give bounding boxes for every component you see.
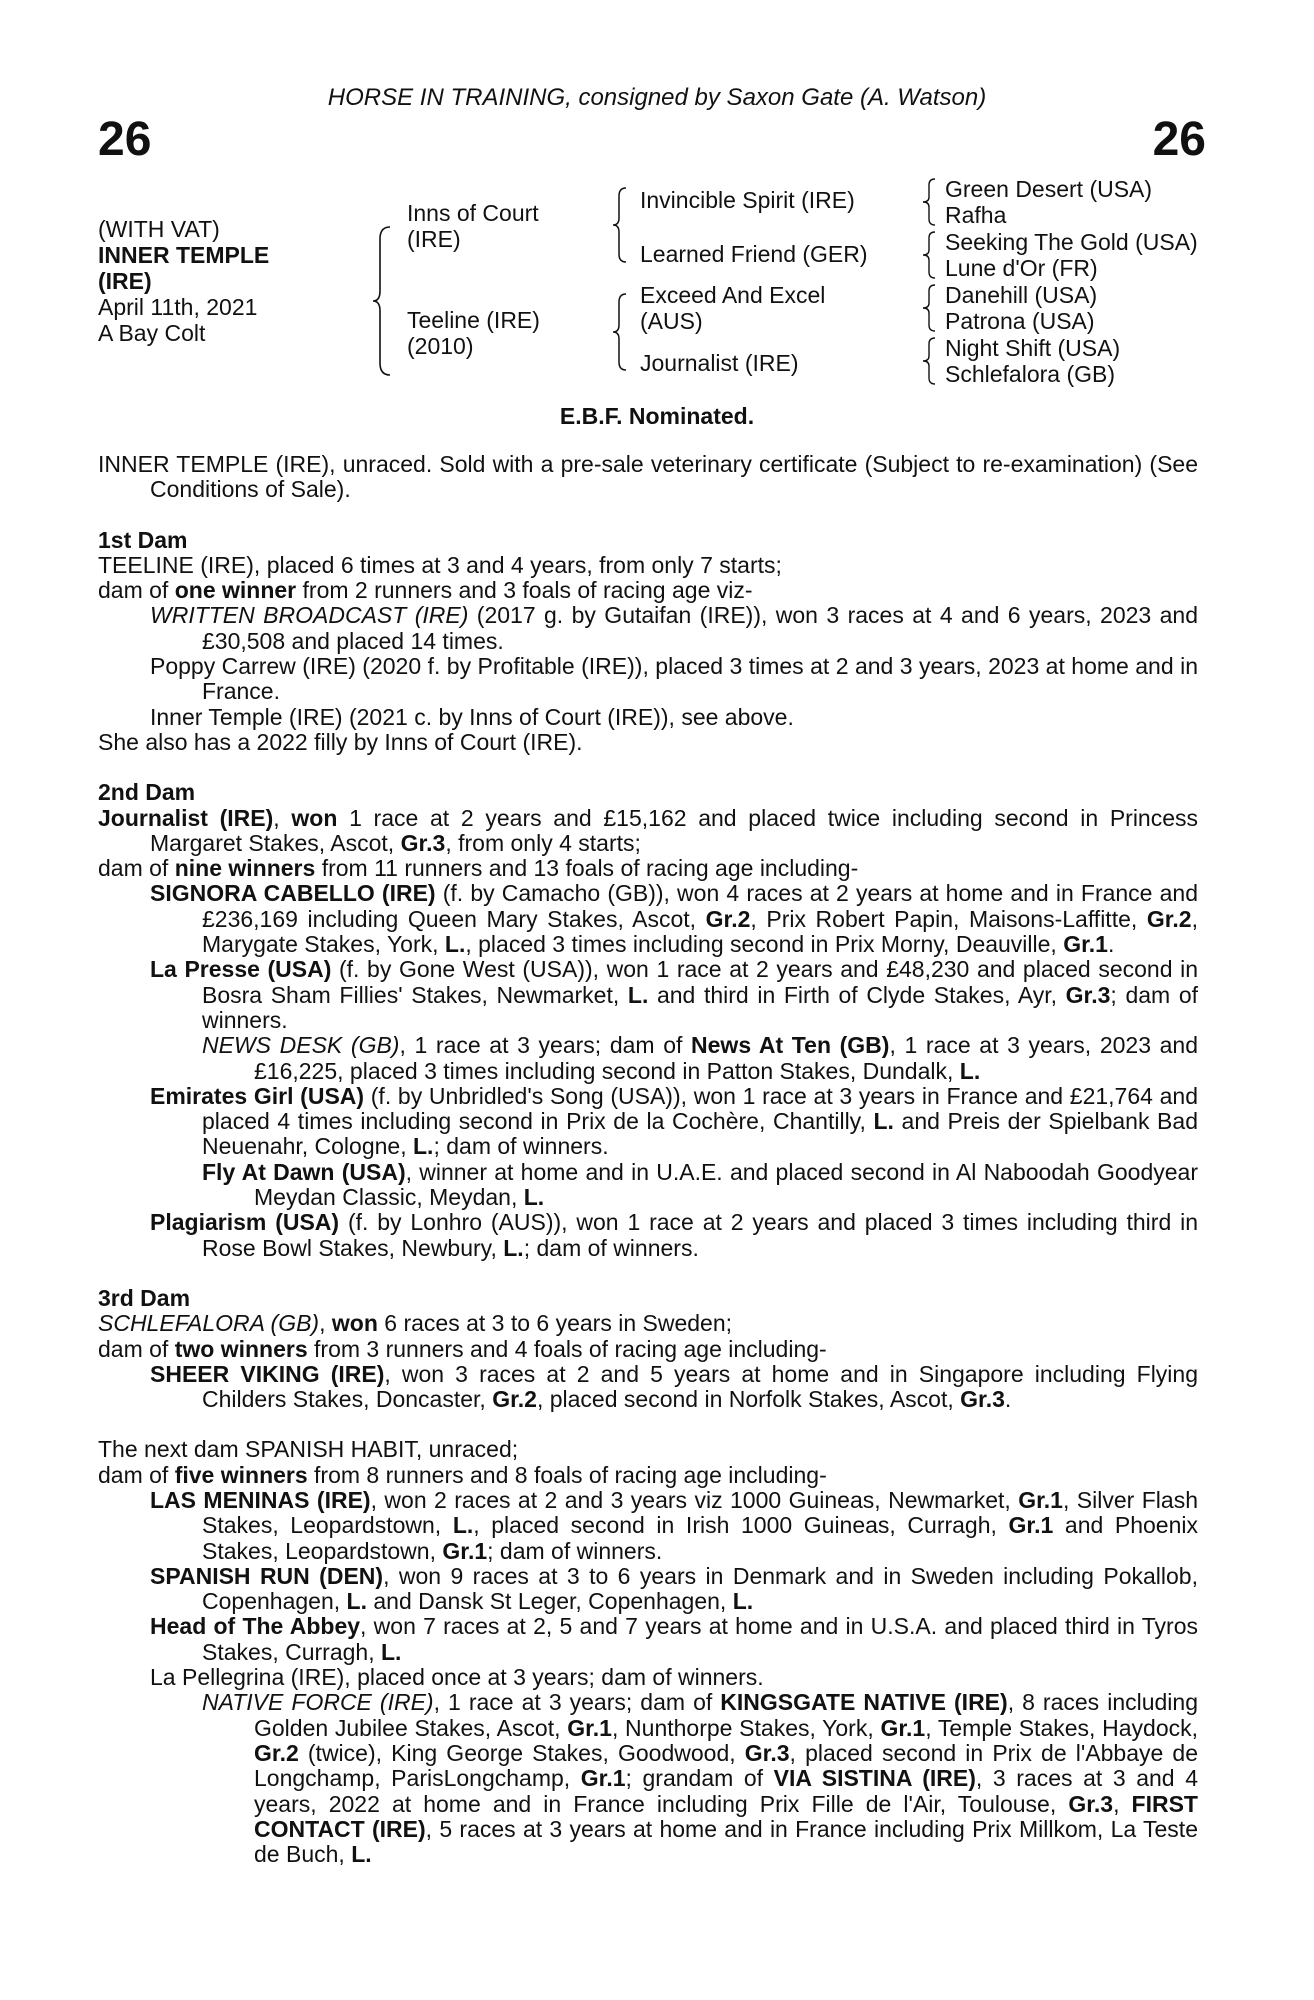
next-dam-produce-summary: dam of five winners from 8 runners and 8 foals of racing age including-	[98, 1461, 827, 1488]
dam-name-line2: (2010)	[407, 333, 474, 359]
pedigree-brace-sire	[612, 186, 630, 264]
second-dam-heading: 2nd Dam	[98, 779, 196, 806]
catalogue-subtitle: HORSE IN TRAINING, consigned by Saxon Gate (A. Watson)	[327, 84, 987, 111]
dam-sire-line2: (AUS)	[640, 308, 703, 334]
sire-sire: Invincible Spirit (IRE)	[640, 187, 855, 213]
ebf-nomination: E.B.F. Nominated.	[559, 403, 755, 429]
first-dam-line1: TEELINE (IRE), placed 6 times at 3 and 4 years, from only 7 starts;	[98, 551, 782, 578]
first-dam-produce-1: WRITTEN BROADCAST (IRE) (2017 g. by Gutaifan (IRE)), won 3 races at 4 and 6 years, 2023 and £30,508 and placed 14 times.	[150, 602, 1198, 654]
pedigree-brace-g1	[922, 177, 938, 227]
lot-number-right: 26	[1152, 113, 1206, 166]
dam-dam: Journalist (IRE)	[640, 350, 799, 376]
horse-description: A Bay Colt	[98, 320, 206, 346]
third-dam-produce-1: SHEER VIKING (IRE), won 3 races at 2 and 5 years at home and in Singapore including Flying Childers Stakes, Doncaster, Gr.2, placed second in Norfolk Stakes, Ascot, Gr.3.	[150, 1360, 1198, 1413]
second-dam-produce-4: Plagiarism (USA) (f. by Lonhro (AUS)), won 1 race at 2 years and placed 3 times including third in Rose Bowl Stakes, Newbury, L.; dam of winners.	[150, 1209, 1198, 1261]
pedigree-brace-main	[372, 225, 396, 377]
dam-sire-line1: Exceed And Excel	[640, 282, 826, 308]
second-dam-record: Journalist (IRE), won 1 race at 2 years and £15,162 and placed twice including second in Princess Margaret Stakes, Ascot, Gr.3, from only 4 starts;	[98, 804, 1199, 856]
pedigree-brace-g4	[922, 336, 938, 386]
second-dam-produce-summary: dam of nine winners from 11 runners and 13 foals of racing age including-	[98, 855, 859, 882]
second-dam-produce-2: La Presse (USA) (f. by Gone West (USA)), won 1 race at 2 years and £48,230 and placed second in Bosra Sham Fillies' Stakes, Newmarket, L. and third in Firth of Clyde Stakes, Ayr, Gr.3; dam of winners.	[150, 956, 1198, 1033]
second-dam-grandproduce-2: Fly At Dawn (USA), winner at home and in U.A.E. and placed second in Al Naboodah Goodyear Meydan Classic, Meydan, L.	[202, 1158, 1198, 1211]
ancestor-g1: Green Desert (USA)	[945, 176, 1153, 202]
pedigree-brace-g2	[922, 230, 938, 280]
intro-paragraph: INNER TEMPLE (IRE), unraced. Sold with a pre-sale veterinary certificate (Subject to re-examination) (See Conditions of Sale).	[98, 451, 1198, 503]
next-dam-record: The next dam SPANISH HABIT, unraced;	[98, 1436, 519, 1463]
ancestor-g5: Danehill (USA)	[945, 282, 1098, 308]
pedigree-brace-dam	[612, 292, 630, 372]
ancestor-g3: Seeking The Gold (USA)	[945, 229, 1198, 255]
foaling-date: April 11th, 2021	[98, 294, 258, 320]
first-dam-heading: 1st Dam	[98, 526, 188, 553]
second-dam-produce-3: Emirates Girl (USA) (f. by Unbridled's Song (USA)), won 1 race at 3 years in France and £21,764 and placed 4 times including second in Prix de la Cochère, Chantilly, L. and Preis der Spielbank Bad Neuenahr, Cologne, L.; dam of winners.	[150, 1082, 1199, 1160]
pedigree-brace-g3	[922, 283, 938, 333]
first-dam-produce-3: Inner Temple (IRE) (2021 c. by Inns of Court (IRE)), see above.	[150, 703, 794, 730]
ancestor-g7: Night Shift (USA)	[945, 335, 1121, 361]
ancestor-g4: Lune d'Or (FR)	[945, 255, 1098, 281]
catalogue-body	[98, 452, 1198, 1867]
first-dam-line2: dam of one winner from 2 runners and 3 foals of racing age viz-	[98, 577, 753, 604]
ancestor-g8: Schlefalora (GB)	[945, 361, 1116, 387]
ancestor-g2: Rafha	[945, 202, 1007, 228]
next-dam-produce-3: Head of The Abbey, won 7 races at 2, 5 and 7 years at home and in U.S.A. and placed third in Tyros Stakes, Curragh, L.	[150, 1613, 1199, 1665]
dam-name-line1: Teeline (IRE)	[407, 307, 540, 333]
horse-name-line2: (IRE)	[98, 268, 152, 294]
next-dam-grandproduce-1: NATIVE FORCE (IRE), 1 race at 3 years; dam of KINGSGATE NATIVE (IRE), 8 races including Golden Jubilee Stakes, Ascot, Gr.1, Nunthorpe Stakes, York, Gr.1, Temple Stakes, Haydock, Gr.2 (twice), King George Stakes, Goodwood, Gr.3, placed second in Prix de l'Abbaye de Longchamp, ParisLongchamp, Gr.1; grandam of VIA SISTINA (IRE), 3 races at 3 and 4 years, 2022 at home and in France including Prix Fille de l'Air, Toulouse, Gr.3, FIRST CONTACT (IRE), 5 races at 3 years at home and in France including Prix Millkom, La Teste de Buch, L.	[202, 1689, 1199, 1868]
sire-name-line2: (IRE)	[407, 226, 461, 252]
second-dam-produce-1: SIGNORA CABELLO (IRE) (f. by Camacho (GB)), won 4 races at 2 years at home and in France and £236,169 including Queen Mary Stakes, Ascot, Gr.2, Prix Robert Papin, Maisons-Laffitte, Gr.2, Marygate Stakes, York, L., placed 3 times including second in Prix Morny, Deauville, Gr.1.	[150, 880, 1198, 958]
third-dam-produce-summary: dam of two winners from 3 runners and 4 foals of racing age including-	[98, 1335, 827, 1362]
lot-number-left: 26	[98, 113, 152, 166]
ancestor-g6: Patrona (USA)	[945, 308, 1095, 334]
horse-name-line1: INNER TEMPLE	[98, 242, 270, 268]
next-dam-produce-2: SPANISH RUN (DEN), won 9 races at 3 to 6 years in Denmark and in Sweden including Pokallob, Copenhagen, L. and Dansk St Leger, Copenhagen, L.	[150, 1562, 1198, 1615]
first-dam-note: She also has a 2022 filly by Inns of Court (IRE).	[98, 728, 583, 755]
vat-note: (WITH VAT)	[98, 216, 220, 242]
first-dam-produce-2: Poppy Carrew (IRE) (2020 f. by Profitable (IRE)), placed 3 times at 2 and 3 years, 2023 at home and in France.	[150, 653, 1198, 705]
next-dam-produce-1: LAS MENINAS (IRE), won 2 races at 2 and 3 years viz 1000 Guineas, Newmarket, Gr.1, Silver Flash Stakes, Leopardstown, L., placed second in Irish 1000 Guineas, Curragh, Gr.1 and Phoenix Stakes, Leopardstown, Gr.1; dam of winners.	[150, 1486, 1199, 1564]
third-dam-heading: 3rd Dam	[98, 1284, 191, 1311]
sire-dam: Learned Friend (GER)	[640, 241, 868, 267]
second-dam-grandproduce-1: NEWS DESK (GB), 1 race at 3 years; dam of News At Ten (GB), 1 race at 3 years, 2023 and £16,225, placed 3 times including second in Patton Stakes, Dundalk, L.	[202, 1032, 1198, 1084]
sire-name-line1: Inns of Court	[407, 200, 539, 226]
third-dam-record: SCHLEFALORA (GB), won 6 races at 3 to 6 years in Sweden;	[98, 1310, 733, 1337]
next-dam-produce-4: La Pellegrina (IRE), placed once at 3 years; dam of winners.	[150, 1664, 764, 1691]
